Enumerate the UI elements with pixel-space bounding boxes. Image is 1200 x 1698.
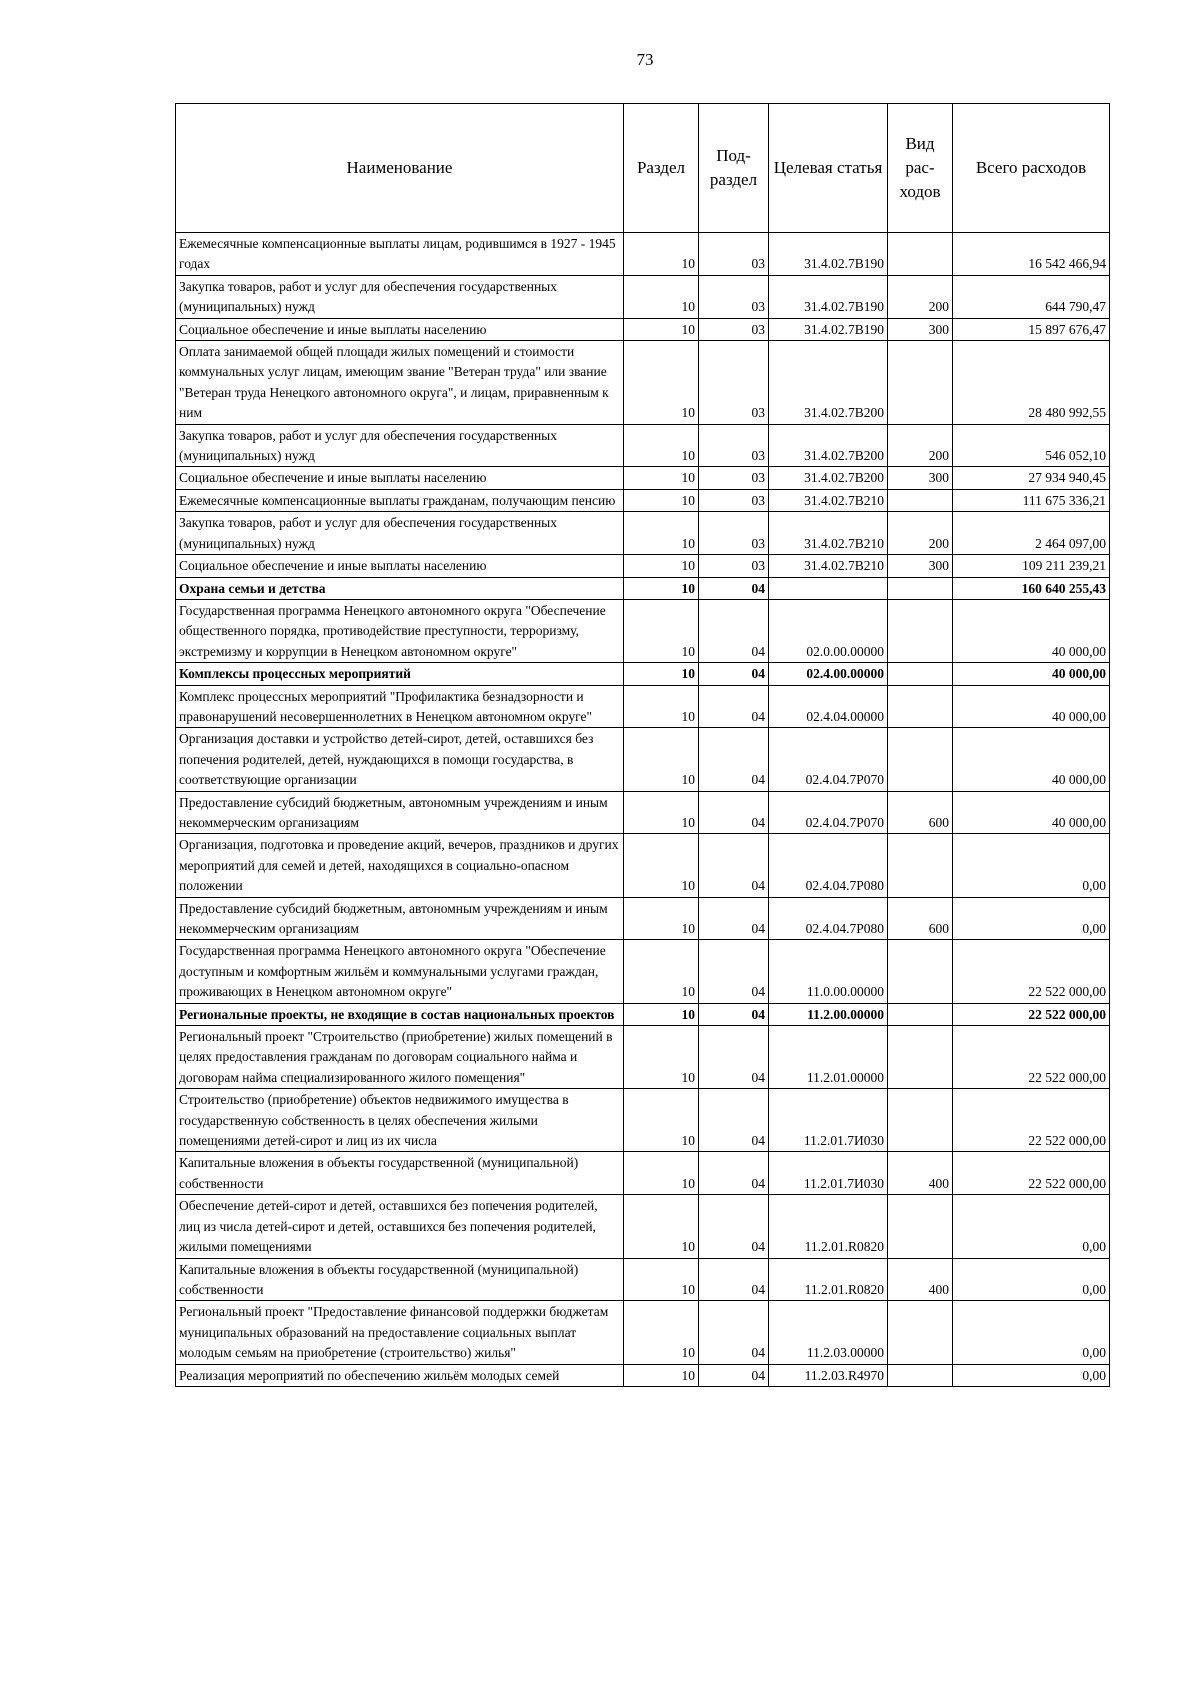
cell-subsection: 03 <box>699 275 769 318</box>
cell-name: Предоставление субсидий бюджетным, автономным учреждениям и иным некоммерческим организациям <box>176 791 624 834</box>
cell-target: 31.4.02.7B190 <box>769 318 888 340</box>
cell-subsection: 04 <box>699 791 769 834</box>
cell-name: Реализация мероприятий по обеспечению жильём молодых семей <box>176 1364 624 1386</box>
cell-name: Закупка товаров, работ и услуг для обеспечения государственных (муниципальных) нужд <box>176 275 624 318</box>
cell-target: 31.4.02.7B200 <box>769 467 888 489</box>
cell-target: 31.4.02.7B210 <box>769 555 888 577</box>
page-number: 73 <box>636 50 654 69</box>
table-row <box>176 1301 1110 1364</box>
cell-name: Закупка товаров, работ и услуг для обеспечения государственных (муниципальных) нужд <box>176 424 624 467</box>
header-section: Раздел <box>624 104 699 233</box>
cell-subsection: 04 <box>699 1089 769 1152</box>
cell-name: Строительство (приобретение) объектов недвижимого имущества в государственную собственность в целях обеспечения жилыми помещениями детей-сирот и лиц из их числа <box>176 1089 624 1152</box>
cell-kind: 600 <box>888 897 953 940</box>
cell-subsection: 04 <box>699 728 769 791</box>
cell-kind <box>888 940 953 1003</box>
cell-name: Охрана семьи и детства <box>176 577 624 599</box>
cell-kind <box>888 341 953 425</box>
cell-subsection: 04 <box>699 1152 769 1195</box>
cell-subsection: 04 <box>699 897 769 940</box>
cell-section: 10 <box>624 834 699 897</box>
cell-target: 02.4.04.7P080 <box>769 897 888 940</box>
cell-name: Региональный проект "Строительство (приобретение) жилых помещений в целях предоставления гражданам по договорам социального найма и договорам найма специализированного жилого помещения" <box>176 1026 624 1089</box>
cell-total: 644 790,47 <box>953 275 1110 318</box>
cell-target: 11.2.01.00000 <box>769 1026 888 1089</box>
cell-target: 31.4.02.7B200 <box>769 424 888 467</box>
cell-kind <box>888 1089 953 1152</box>
cell-subsection: 04 <box>699 1258 769 1301</box>
cell-subsection: 04 <box>699 1003 769 1025</box>
cell-subsection: 04 <box>699 577 769 599</box>
table-row <box>176 489 1110 511</box>
cell-subsection: 03 <box>699 489 769 511</box>
cell-name: Государственная программа Ненецкого автономного округа "Обеспечение общественного порядка, противодействие преступности, терроризму, экстремизму и коррупции в Ненецком автономном округе" <box>176 599 624 662</box>
cell-target: 02.4.04.00000 <box>769 685 888 728</box>
cell-name: Социальное обеспечение и иные выплаты населению <box>176 318 624 340</box>
header-target: Целевая статья <box>769 104 888 233</box>
cell-name: Ежемесячные компенсационные выплаты лицам, родившимся в 1927 - 1945 годах <box>176 233 624 276</box>
table-row <box>176 940 1110 1003</box>
cell-target: 11.2.01.7И030 <box>769 1152 888 1195</box>
cell-total: 109 211 239,21 <box>953 555 1110 577</box>
header-name: Наименование <box>176 104 624 233</box>
cell-name: Региональные проекты, не входящие в состав национальных проектов <box>176 1003 624 1025</box>
cell-kind <box>888 599 953 662</box>
cell-total: 22 522 000,00 <box>953 940 1110 1003</box>
cell-total: 0,00 <box>953 834 1110 897</box>
cell-kind <box>888 1364 953 1386</box>
table-body <box>176 233 1110 1387</box>
cell-target: 31.4.02.7B210 <box>769 512 888 555</box>
cell-section: 10 <box>624 1195 699 1258</box>
cell-kind <box>888 663 953 685</box>
table-row <box>176 1258 1110 1301</box>
cell-kind: 300 <box>888 467 953 489</box>
cell-subsection: 04 <box>699 1195 769 1258</box>
cell-total: 22 522 000,00 <box>953 1089 1110 1152</box>
cell-kind <box>888 1301 953 1364</box>
cell-section: 10 <box>624 1152 699 1195</box>
table-row <box>176 791 1110 834</box>
budget-table <box>175 103 1110 1387</box>
cell-total: 111 675 336,21 <box>953 489 1110 511</box>
cell-total: 22 522 000,00 <box>953 1003 1110 1025</box>
cell-section: 10 <box>624 341 699 425</box>
cell-kind <box>888 685 953 728</box>
cell-total: 0,00 <box>953 1195 1110 1258</box>
cell-total: 22 522 000,00 <box>953 1152 1110 1195</box>
table-row <box>176 341 1110 425</box>
cell-section: 10 <box>624 599 699 662</box>
cell-section: 10 <box>624 791 699 834</box>
cell-target: 11.2.00.00000 <box>769 1003 888 1025</box>
header-subsection: Под-раздел <box>699 104 769 233</box>
cell-total: 0,00 <box>953 1364 1110 1386</box>
cell-section: 10 <box>624 685 699 728</box>
cell-target: 11.2.03.00000 <box>769 1301 888 1364</box>
table-row <box>176 1152 1110 1195</box>
cell-name: Государственная программа Ненецкого автономного округа "Обеспечение доступным и комфортным жильём и коммунальными услугами граждан, проживающих в Ненецком автономном округе" <box>176 940 624 1003</box>
cell-total: 15 897 676,47 <box>953 318 1110 340</box>
cell-section: 10 <box>624 1026 699 1089</box>
table-row <box>176 424 1110 467</box>
cell-total: 40 000,00 <box>953 599 1110 662</box>
cell-target: 11.2.01.7И030 <box>769 1089 888 1152</box>
cell-kind <box>888 577 953 599</box>
cell-subsection: 04 <box>699 1026 769 1089</box>
header-total: Всего расходов <box>953 104 1110 233</box>
cell-section: 10 <box>624 1003 699 1025</box>
cell-target: 11.2.01.R0820 <box>769 1195 888 1258</box>
table-row <box>176 1089 1110 1152</box>
table-row <box>176 897 1110 940</box>
cell-total: 40 000,00 <box>953 728 1110 791</box>
cell-subsection: 04 <box>699 834 769 897</box>
cell-total: 28 480 992,55 <box>953 341 1110 425</box>
cell-kind: 400 <box>888 1152 953 1195</box>
table-row <box>176 577 1110 599</box>
cell-name: Социальное обеспечение и иные выплаты населению <box>176 555 624 577</box>
cell-kind <box>888 489 953 511</box>
cell-subsection: 04 <box>699 940 769 1003</box>
cell-name: Ежемесячные компенсационные выплаты гражданам, получающим пенсию <box>176 489 624 511</box>
table-row <box>176 512 1110 555</box>
cell-target: 02.4.00.00000 <box>769 663 888 685</box>
cell-kind <box>888 834 953 897</box>
table-row <box>176 599 1110 662</box>
cell-total: 546 052,10 <box>953 424 1110 467</box>
table-row <box>176 275 1110 318</box>
cell-subsection: 03 <box>699 318 769 340</box>
cell-section: 10 <box>624 1364 699 1386</box>
cell-section: 10 <box>624 663 699 685</box>
cell-name: Комплекс процессных мероприятий "Профилактика безнадзорности и правонарушений несовершеннолетних в Ненецком автономном округе" <box>176 685 624 728</box>
cell-total: 40 000,00 <box>953 791 1110 834</box>
cell-subsection: 04 <box>699 1301 769 1364</box>
cell-subsection: 03 <box>699 424 769 467</box>
cell-target: 02.4.04.7P070 <box>769 728 888 791</box>
cell-section: 10 <box>624 467 699 489</box>
table-row <box>176 467 1110 489</box>
cell-section: 10 <box>624 1258 699 1301</box>
table-row <box>176 663 1110 685</box>
table-row <box>176 1195 1110 1258</box>
cell-section: 10 <box>624 940 699 1003</box>
cell-target: 11.0.00.00000 <box>769 940 888 1003</box>
cell-section: 10 <box>624 1089 699 1152</box>
cell-target: 31.4.02.7B190 <box>769 233 888 276</box>
cell-subsection: 03 <box>699 467 769 489</box>
cell-name: Капитальные вложения в объекты государственной (муниципальной) собственности <box>176 1152 624 1195</box>
table-row <box>176 555 1110 577</box>
cell-target <box>769 577 888 599</box>
table-row <box>176 685 1110 728</box>
cell-kind: 200 <box>888 424 953 467</box>
cell-target: 02.4.04.7P080 <box>769 834 888 897</box>
cell-total: 0,00 <box>953 1301 1110 1364</box>
cell-target: 31.4.02.7B190 <box>769 275 888 318</box>
cell-subsection: 03 <box>699 341 769 425</box>
cell-total: 22 522 000,00 <box>953 1026 1110 1089</box>
cell-target: 11.2.01.R0820 <box>769 1258 888 1301</box>
cell-total: 2 464 097,00 <box>953 512 1110 555</box>
table-row <box>176 1364 1110 1386</box>
cell-subsection: 04 <box>699 685 769 728</box>
cell-total: 0,00 <box>953 1258 1110 1301</box>
cell-name: Организация доставки и устройство детей-сирот, детей, оставшихся без попечения родителей, детей, нуждающихся в помощи государства, в соответствующие организации <box>176 728 624 791</box>
cell-section: 10 <box>624 728 699 791</box>
cell-subsection: 03 <box>699 233 769 276</box>
cell-subsection: 04 <box>699 599 769 662</box>
cell-total: 40 000,00 <box>953 663 1110 685</box>
cell-section: 10 <box>624 897 699 940</box>
cell-name: Предоставление субсидий бюджетным, автономным учреждениям и иным некоммерческим организациям <box>176 897 624 940</box>
cell-total: 16 542 466,94 <box>953 233 1110 276</box>
cell-name: Капитальные вложения в объекты государственной (муниципальной) собственности <box>176 1258 624 1301</box>
cell-subsection: 03 <box>699 555 769 577</box>
cell-total: 40 000,00 <box>953 685 1110 728</box>
cell-section: 10 <box>624 233 699 276</box>
cell-kind <box>888 1195 953 1258</box>
table-row <box>176 834 1110 897</box>
cell-section: 10 <box>624 577 699 599</box>
cell-section: 10 <box>624 318 699 340</box>
cell-target: 31.4.02.7B200 <box>769 341 888 425</box>
cell-target: 31.4.02.7B210 <box>769 489 888 511</box>
cell-section: 10 <box>624 1301 699 1364</box>
table-row <box>176 1003 1110 1025</box>
cell-kind <box>888 1003 953 1025</box>
cell-section: 10 <box>624 489 699 511</box>
cell-kind <box>888 233 953 276</box>
header-kind: Вид рас-ходов <box>888 104 953 233</box>
cell-section: 10 <box>624 555 699 577</box>
cell-target: 02.4.04.7P070 <box>769 791 888 834</box>
table-row <box>176 1026 1110 1089</box>
cell-kind: 600 <box>888 791 953 834</box>
cell-name: Социальное обеспечение и иные выплаты населению <box>176 467 624 489</box>
table-header-row <box>176 104 1110 233</box>
cell-total: 27 934 940,45 <box>953 467 1110 489</box>
cell-kind <box>888 728 953 791</box>
cell-kind: 300 <box>888 318 953 340</box>
cell-name: Региональный проект "Предоставление финансовой поддержки бюджетам муниципальных образований на предоставление социальных выплат молодым семьям на приобретение (строительство) жилья" <box>176 1301 624 1364</box>
cell-kind: 200 <box>888 275 953 318</box>
cell-target: 02.0.00.00000 <box>769 599 888 662</box>
cell-total: 0,00 <box>953 897 1110 940</box>
cell-target: 11.2.03.R4970 <box>769 1364 888 1386</box>
cell-name: Комплексы процессных мероприятий <box>176 663 624 685</box>
cell-section: 10 <box>624 512 699 555</box>
cell-name: Закупка товаров, работ и услуг для обеспечения государственных (муниципальных) нужд <box>176 512 624 555</box>
cell-section: 10 <box>624 424 699 467</box>
cell-subsection: 04 <box>699 663 769 685</box>
cell-name: Оплата занимаемой общей площади жилых помещений и стоимости коммунальных услуг лицам, имеющим звание "Ветеран труда" или звание "Ветеран труда Ненецкого автономного округа", и лицам, приравненным к ним <box>176 341 624 425</box>
cell-name: Обеспечение детей-сирот и детей, оставшихся без попечения родителей, лиц из числа детей-сирот и детей, оставшихся без попечения родителей, жилыми помещениями <box>176 1195 624 1258</box>
table-row <box>176 233 1110 276</box>
table-row <box>176 318 1110 340</box>
cell-section: 10 <box>624 275 699 318</box>
cell-total: 160 640 255,43 <box>953 577 1110 599</box>
cell-subsection: 03 <box>699 512 769 555</box>
cell-kind: 300 <box>888 555 953 577</box>
cell-kind <box>888 1026 953 1089</box>
cell-name: Организация, подготовка и проведение акций, вечеров, праздников и других мероприятий для семей и детей, находящихся в социально-опасном положении <box>176 834 624 897</box>
cell-subsection: 04 <box>699 1364 769 1386</box>
cell-kind: 200 <box>888 512 953 555</box>
table-row <box>176 728 1110 791</box>
cell-kind: 400 <box>888 1258 953 1301</box>
